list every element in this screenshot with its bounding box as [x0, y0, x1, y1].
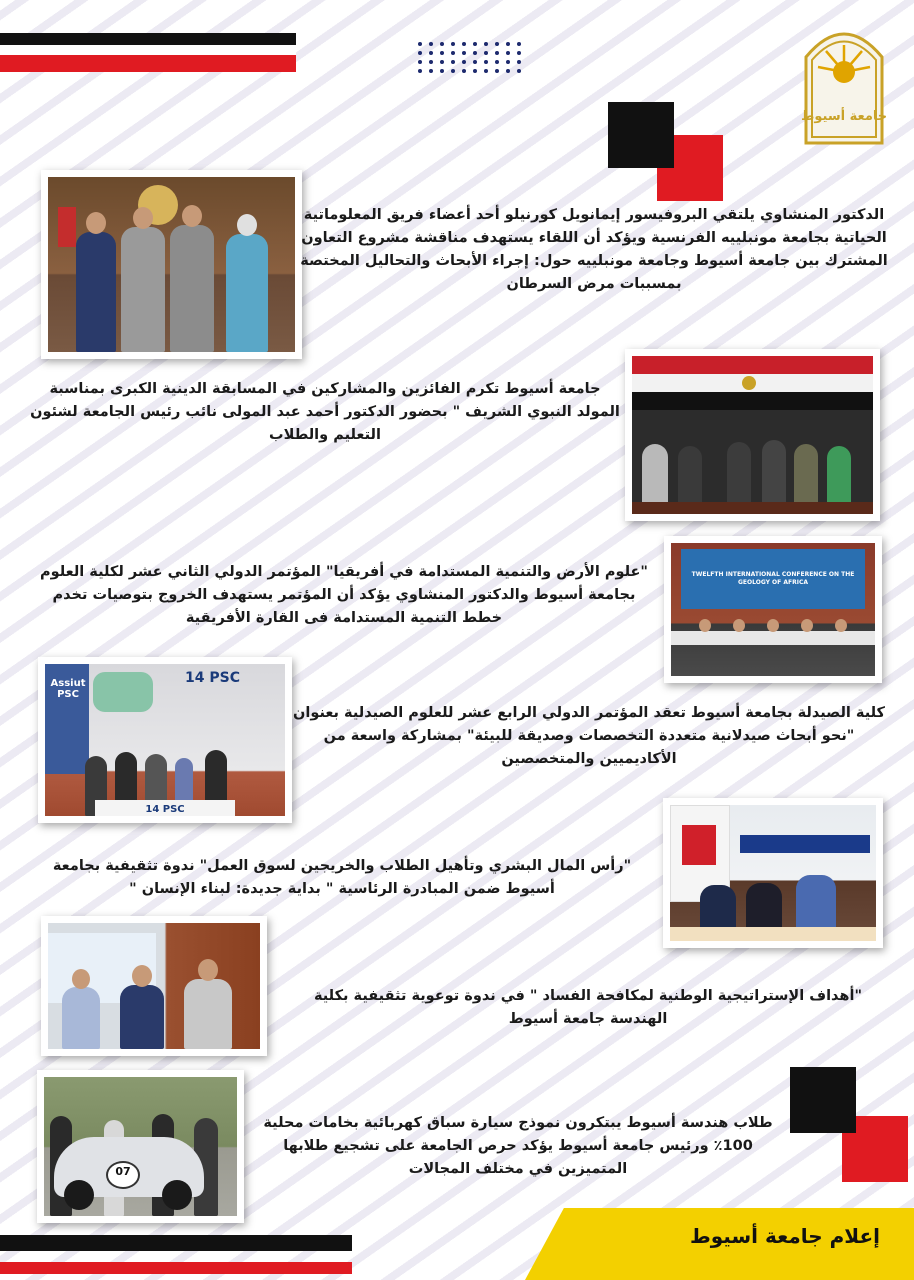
- news-photo-1: [41, 170, 302, 359]
- dot-grid-decoration: [418, 42, 523, 73]
- news-text-6: "أهداف الإستراتيجية الوطنية لمكافحة الفساد " في ندوة توعوية تثقيفية بكلية الهندسة جامعة أسيوط: [313, 988, 863, 1027]
- car-number: 07: [115, 1165, 131, 1178]
- news-photo-6: [41, 916, 267, 1056]
- conference-banner-text: TWELFTH INTERNATIONAL CONFERENCE ON THE GEOLOGY OF AFRICA: [691, 571, 855, 586]
- news-text-1: الدكتور المنشاوي يلتقي البروفيسور إيمانويل كورنيلو أحد أعضاء فريق المعلوماتية الحياتية بجامعة مونبلييه الفرنسية ويؤكد أن اللقاء يستهدف مناقشة مشروع التعاون المشترك بين جامعة أسيوط وجامعة مونبلييه حول: إجراء الأبحاث والتحاليل المختصة بمسببات مرض السرطان: [300, 207, 888, 292]
- news-photo-3: [664, 536, 882, 683]
- news-photo-5: [663, 798, 883, 948]
- top-red-stripe: [0, 55, 296, 72]
- pharma-banner-3: Assiut PSC: [50, 678, 86, 700]
- pharma-banner-2: 14 PSC: [145, 804, 185, 815]
- logo-text: جامعة أسيوط: [802, 109, 886, 124]
- university-logo: [802, 17, 886, 147]
- footer-text: إعلام جامعة أسيوط: [689, 1224, 880, 1248]
- news-photo-2: [625, 349, 880, 521]
- top-white-gap: [0, 45, 296, 55]
- bottom-black-stripe: [0, 1235, 352, 1251]
- black-square-bottom: [790, 1067, 856, 1133]
- news-text-3: "علوم الأرض والتنمية المستدامة في أفريقيا" المؤتمر الدولي الثاني عشر لكلية العلوم بجامعة أسيوط والدكتور المنشاوي يؤكد أن المؤتمر يستهدف الخروج بتوصيات تخدم خطط التنمية المستدامة فى القارة الأفريقية: [40, 564, 648, 626]
- news-text-5: "رأس المال البشري وتأهيل الطلاب والخريجين لسوق العمل" ندوة تثقيفية بجامعة أسيوط ضمن المبادرة الرئاسية " بداية جديدة: لبناء الإنسان ": [52, 858, 632, 897]
- news-text-7: طلاب هندسة أسيوط يبتكرون نموذج سيارة سباق كهربائية بخامات محلية 100٪ ورئيس جامعة أسيوط يؤكد حرص الجامعة على تشجيع طلابها المتميزين في مختلف المجالات: [263, 1115, 773, 1177]
- bottom-red-stripe: [0, 1262, 352, 1274]
- news-text-2: جامعة أسيوط تكرم الفائزين والمشاركين في المسابقة الدينية الكبرى بمناسبة المولد النبوي الشريف " بحضور الدكتور أحمد عبد المولى نائب رئيس الجامعة لشئون التعليم والطلاب: [30, 381, 620, 443]
- black-square-top: [608, 102, 674, 168]
- pharma-banner-1: 14 PSC: [185, 670, 240, 686]
- news-photo-4: [38, 657, 292, 823]
- top-black-stripe: [0, 33, 296, 45]
- news-photo-7: [37, 1070, 244, 1223]
- news-text-4: كلية الصيدلة بجامعة أسيوط تعقد المؤتمر الدولي الرابع عشر للعلوم الصيدلية بعنوان "نحو أبحاث صيدلانية متعددة التخصصات وصديقة للبيئة" بمشاركة واسعة من الأكاديميين والمتخصصين: [293, 705, 885, 767]
